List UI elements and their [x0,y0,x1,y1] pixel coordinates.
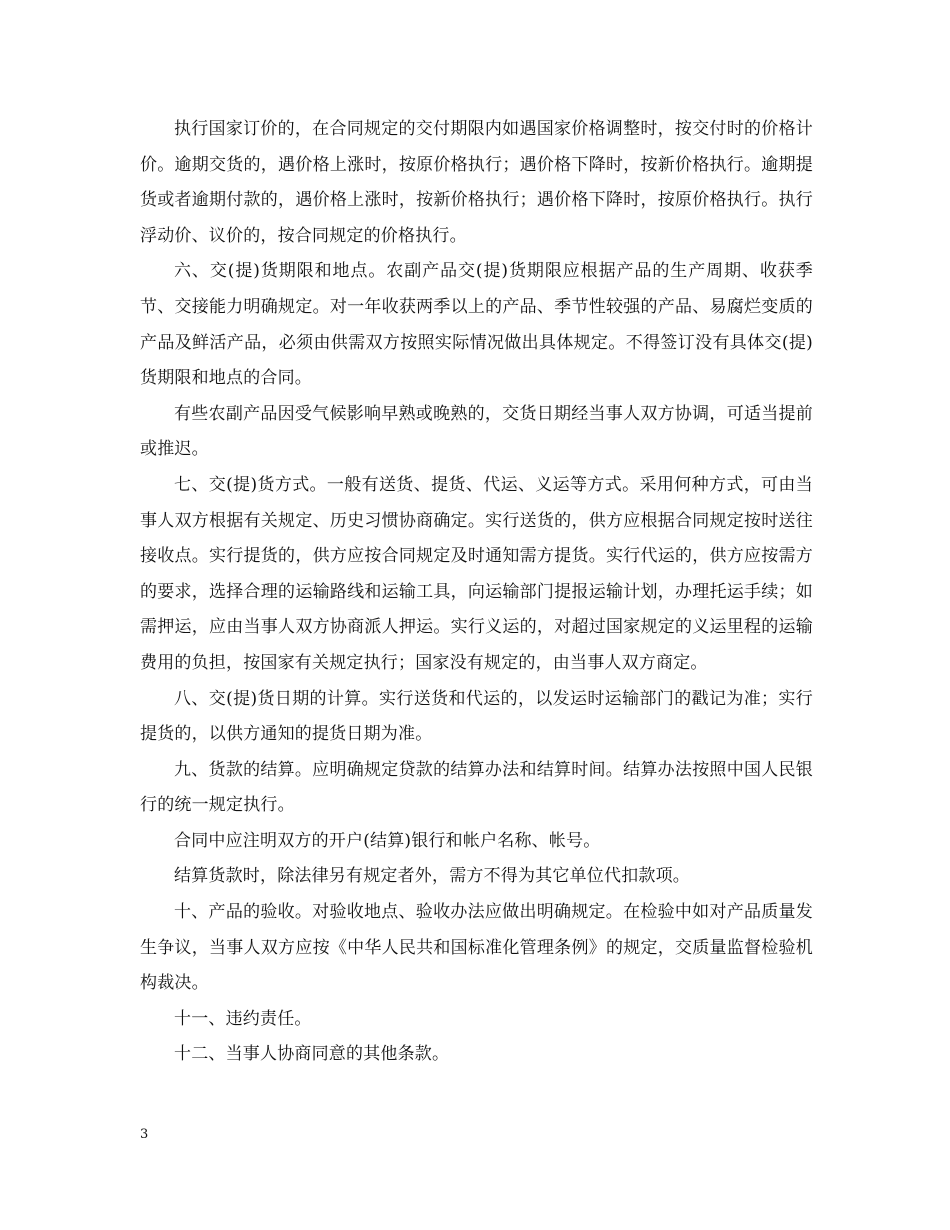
paragraph-delivery-date: 八、交(提)货日期的计算。实行送货和代运的，以发运时运输部门的戳记为准；实行提货的，以供方通知的提货日期为准。 [140,688,813,745]
paragraph-product-acceptance: 十、产品的验收。对验收地点、验收办法应做出明确规定。在检验中如对产品质量发生争议，当事人双方应按《中华人民共和国标准化管理条例》的规定，交质量监督检验机构裁决。 [140,902,813,994]
document-body [140,112,813,1073]
paragraph-bank-account: 合同中应注明双方的开户(结算)银行和帐户名称、帐号。 [174,830,601,851]
paragraph-delivery-method: 七、交(提)货方式。一般有送货、提货、代运、义运等方式。采用何种方式，可由当事人双方根据有关规定、历史习惯协商确定。实行送货的，供方应根据合同规定按时送往接收点。实行提货的，供方应按合同规定及时通知需方提货。实行代运的，供方应按需方的要求，选择合理的运输路线和运输工具，向运输部门提报运输计划，办理托运手续；如需押运，应由当事人双方协商派人押运。实行义运的，对超过国家规定的义运里程的运输费用的负担，按国家有关规定执行；国家没有规定的，由当事人双方商定。 [140,474,813,673]
paragraph-other-terms: 十二、当事人协商同意的其他条款。 [174,1044,450,1065]
paragraph-liability: 十一、违约责任。 [174,1008,312,1029]
paragraph-deduction-rule: 结算货款时，除法律另有规定者外，需方不得为其它单位代扣款项。 [174,866,690,887]
paragraph-weather-adjustment: 有些农副产品因受气候影响早熟或晚熟的，交货日期经当事人双方协调，可适当提前或推迟。 [140,403,813,460]
page-number: 3 [140,1127,149,1142]
paragraph-delivery-period: 六、交(提)货期限和地点。农副产品交(提)货期限应根据产品的生产周期、收获季节、交接能力明确规定。对一年收获两季以上的产品、季节性较强的产品、易腐烂变质的产品及鲜活产品，必须由供需双方按照实际情况做出具体规定。不得签订没有具体交(提)货期限和地点的合同。 [140,261,813,389]
paragraph-price-execution: 执行国家订价的，在合同规定的交付期限内如遇国家价格调整时，按交付时的价格计价。逾期交货的，遇价格上涨时，按原价格执行；遇价格下降时，按新价格执行。逾期提货或者逾期付款的，遇价格上涨时，按新价格执行；遇价格下降时，按原价格执行。执行浮动价、议价的，按合同规定的价格执行。 [140,119,813,246]
paragraph-payment-settlement: 九、货款的结算。应明确规定贷款的结算办法和结算时间。结算办法按照中国人民银行的统一规定执行。 [140,759,813,816]
